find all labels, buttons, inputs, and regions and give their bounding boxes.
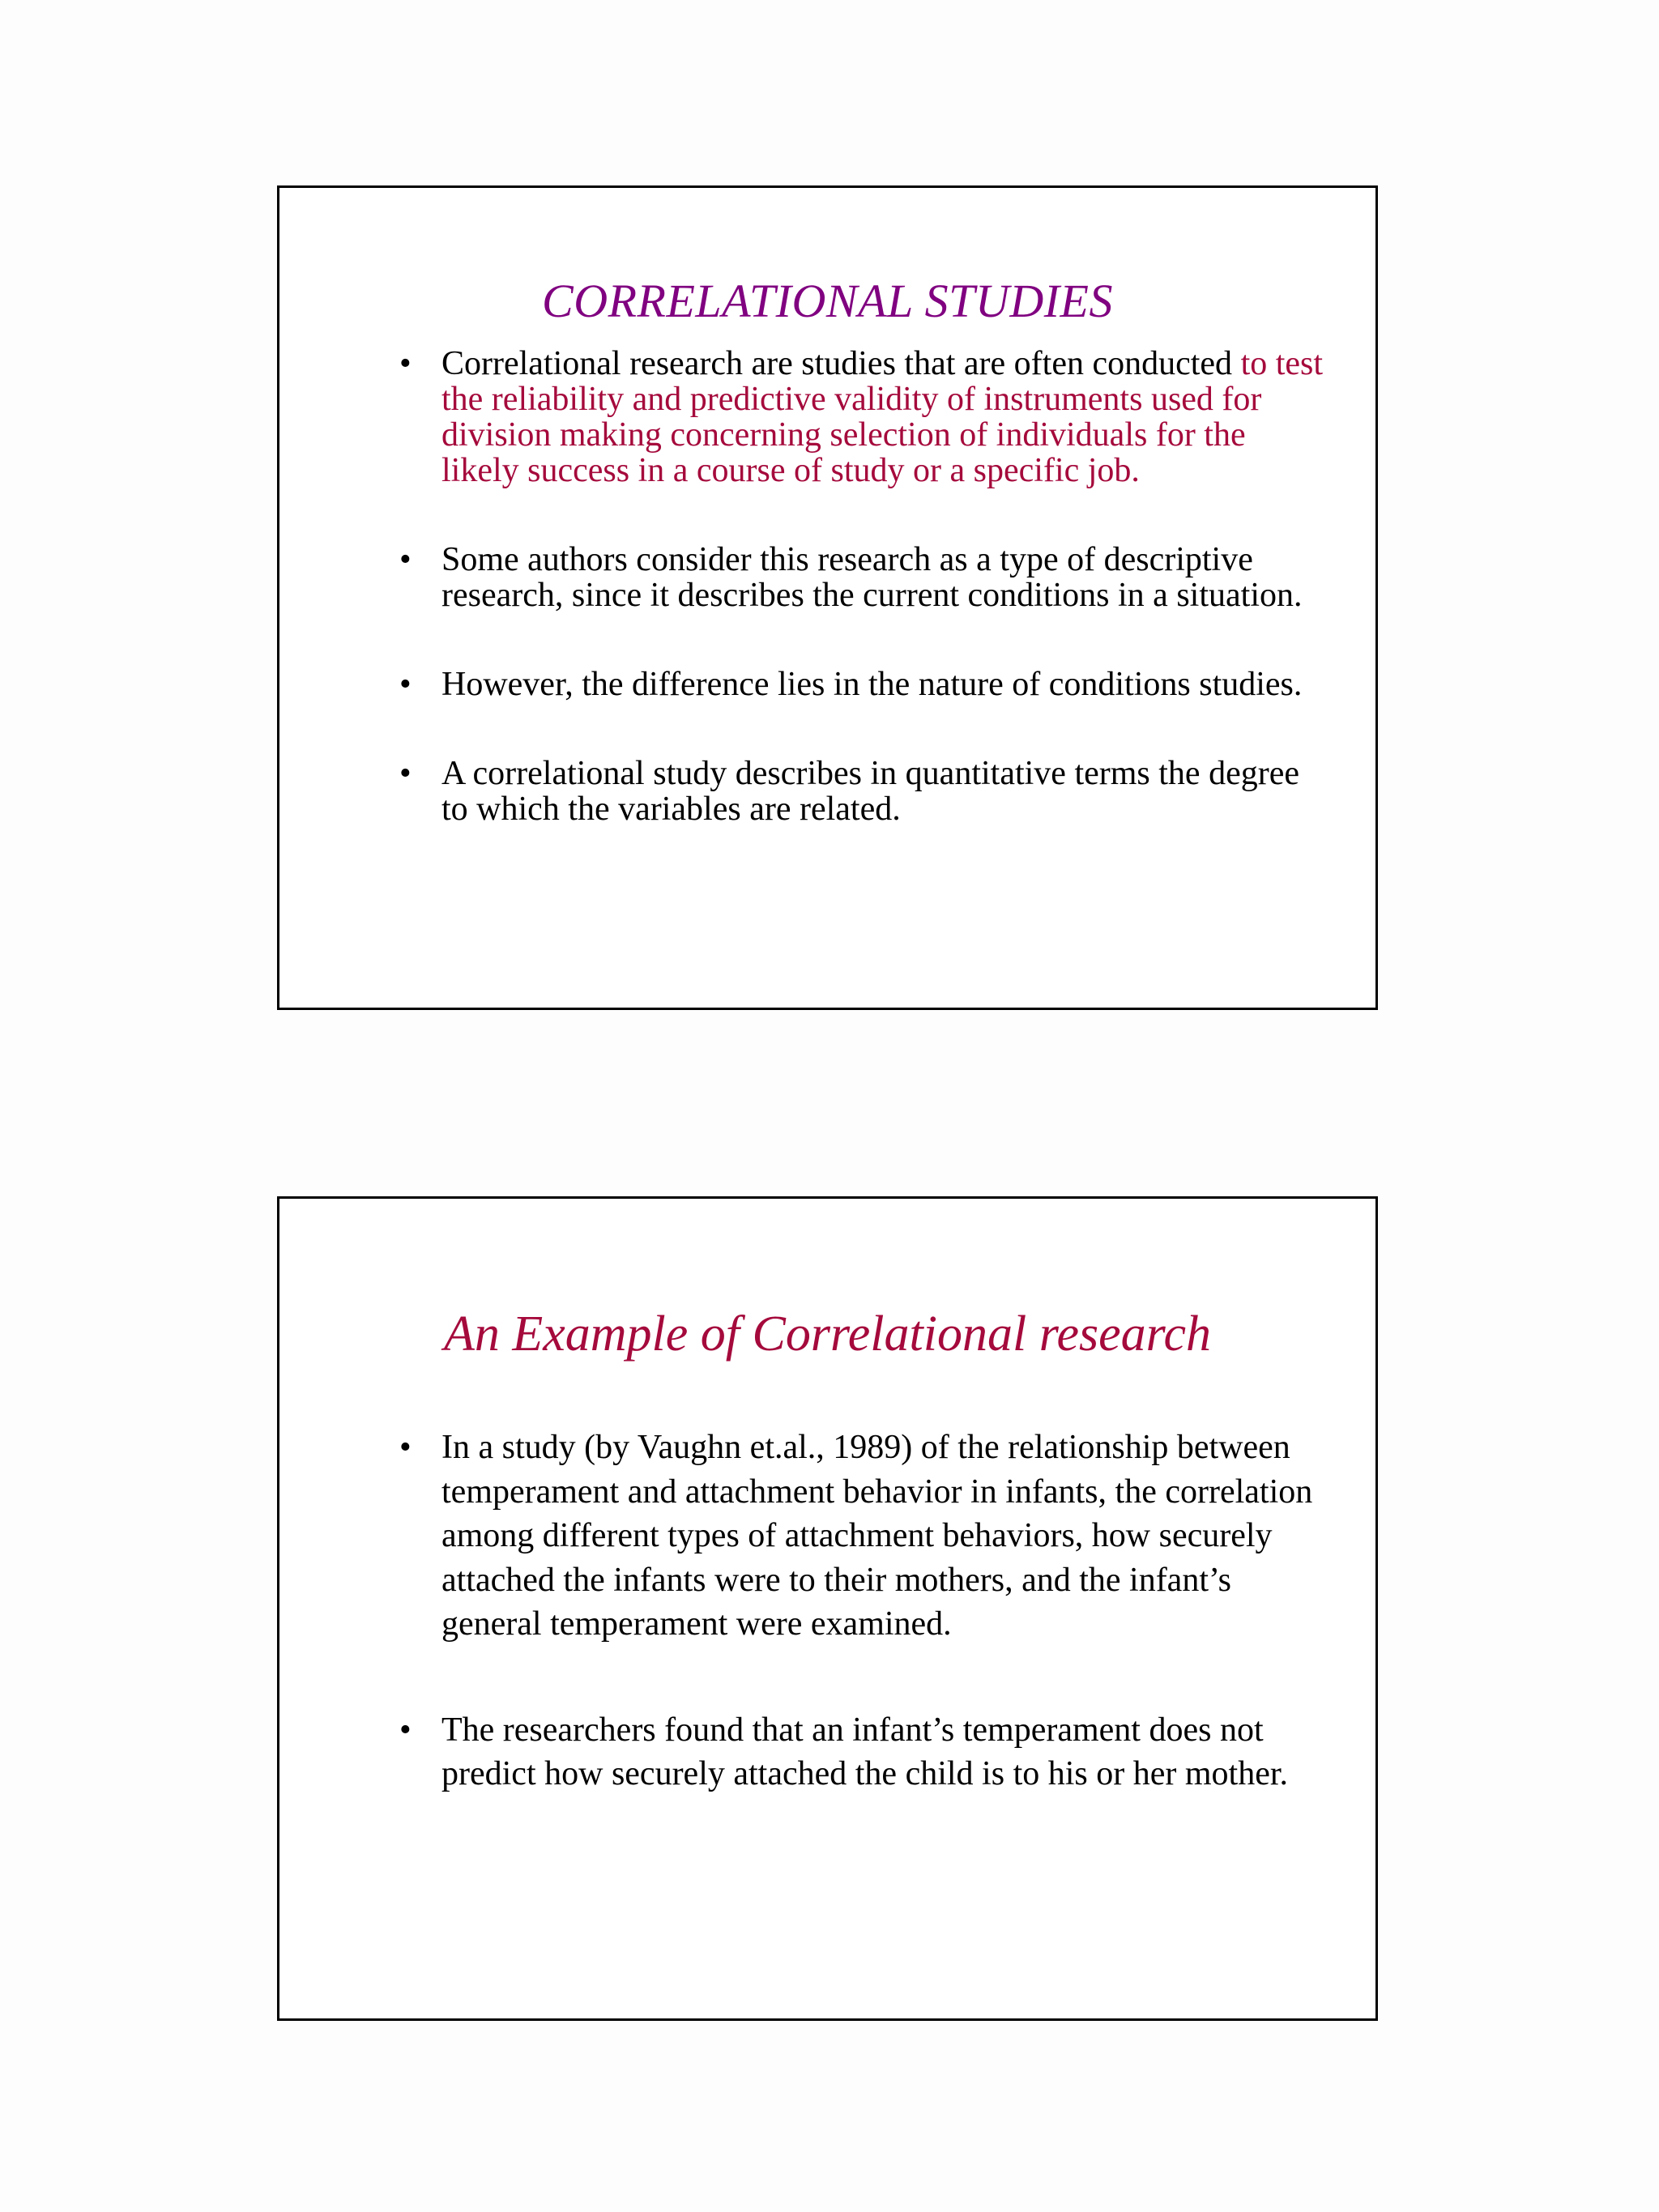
slide-correlational-studies — [277, 185, 1378, 1010]
bullet-item — [279, 756, 1375, 827]
slide-correlational-example — [277, 1196, 1378, 2021]
bullet-text: In a study (by Vaughn et.al., 1989) of the relationship between temperament and attachment behavior in infants, the correlation among different types of attachment behaviors, how securely attached the infants were to their mothers, and the infant’s general temperament were examined. — [441, 1429, 1313, 1643]
bullet-icon: • — [399, 1429, 412, 1466]
bullet-icon: • — [399, 666, 412, 703]
bullet-icon: • — [399, 755, 412, 792]
bullet-item — [279, 1708, 1375, 1796]
bullet-item — [279, 346, 1375, 488]
bullet-text: Correlational research are studies that are often conducted — [441, 345, 1241, 382]
bullet-item — [279, 667, 1375, 702]
bullet-list — [279, 1426, 1375, 1858]
bullet-text: However, the difference lies in the nature of conditions studies. — [441, 666, 1303, 703]
bullet-item — [279, 1426, 1375, 1647]
bullet-text: The researchers found that an infant’s temperament does not predict how securely attached the child is to his or her mother. — [441, 1711, 1289, 1792]
bullet-icon: • — [399, 541, 412, 578]
bullet-highlight-text: to test the reliability and predictive validity of instruments used for division making concerning selection of individuals for the likely success in a course of study or a specific job. — [441, 345, 1324, 489]
bullet-text: Some authors consider this research as a type of descriptive research, since it describes the current conditions in a situation. — [441, 541, 1303, 614]
slide-title: An Example of Correlational research — [443, 1306, 1212, 1362]
bullet-item — [279, 542, 1375, 613]
bullet-icon: • — [399, 1711, 412, 1749]
bullet-list — [279, 346, 1375, 880]
bullet-text: A correlational study describes in quantitative terms the degree to which the variables are related. — [441, 755, 1299, 828]
slide-title: CORRELATIONAL STUDIES — [542, 275, 1113, 327]
bullet-icon: • — [399, 345, 412, 382]
